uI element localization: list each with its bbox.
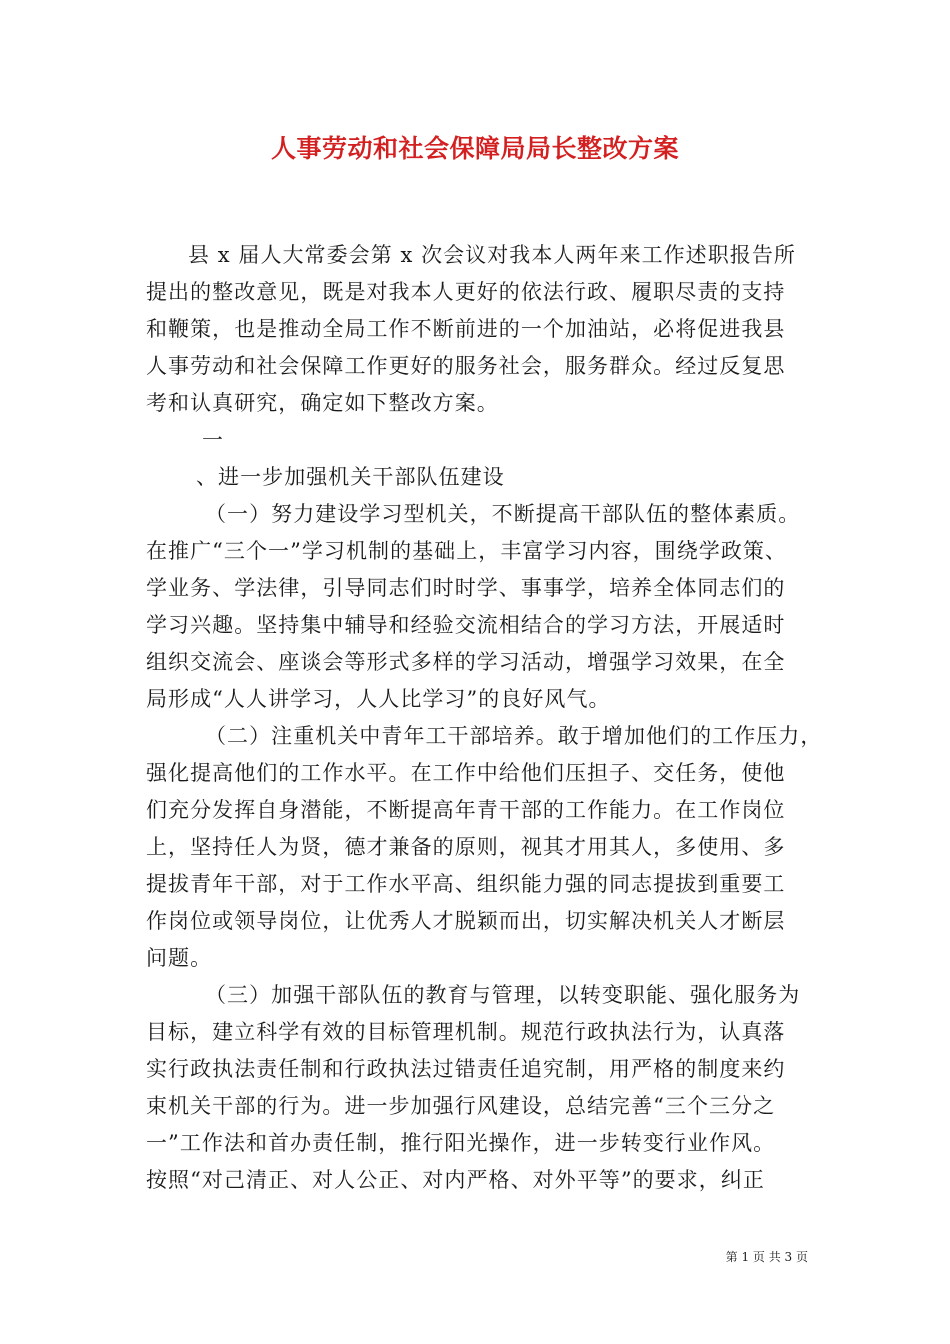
body-line: 在推广“三个一”学习机制的基础上，丰富学习内容，围绕学政策、: [146, 539, 787, 563]
body-line: 人事劳动和社会保障工作更好的服务社会，服务群众。经过反复思: [146, 354, 786, 378]
body-line: 强化提高他们的工作水平。在工作中给他们压担子、交任务，使他: [146, 761, 786, 785]
section-heading: 、进一步加强机关干部队伍建设: [196, 465, 505, 489]
body-line: 按照“对己清正、对人公正、对内严格、对外平等”的要求，纠正: [146, 1168, 765, 1192]
body-line: （二）注重机关中青年工干部培养。敢于增加他们的工作压力，: [205, 724, 823, 748]
body-line: 学习兴趣。坚持集中辅导和经验交流相结合的学习方法，开展适时: [146, 613, 786, 637]
body-line: 们充分发挥自身潜能，不断提高年青干部的工作能力。在工作岗位: [146, 798, 786, 822]
body-line: 作岗位或领导岗位，让优秀人才脱颖而出，切实解决机关人才断层: [146, 909, 786, 933]
body-line: 组织交流会、座谈会等形式多样的学习活动，增强学习效果，在全: [146, 650, 786, 674]
body-line: 目标，建立科学有效的目标管理机制。规范行政执法行为，认真落: [146, 1020, 786, 1044]
page-number-footer: 第 1 页 共 3 页: [725, 1250, 808, 1264]
document-title: 人事劳动和社会保障局局长整改方案: [270, 134, 679, 163]
body-line: 局形成“人人讲学习，人人比学习”的良好风气。: [146, 687, 611, 711]
body-line: 上，坚持任人为贤，德才兼备的原则，视其才用其人，多使用、多: [146, 835, 786, 859]
body-line: 县 x 届人大常委会第 x 次会议对我本人两年来工作述职报告所: [188, 243, 796, 267]
body-line: 和鞭策，也是推动全局工作不断前进的一个加油站，必将促进我县: [146, 317, 786, 341]
body-line: 一”工作法和首办责任制，推行阳光操作，进一步转变行业作风。: [146, 1131, 776, 1155]
body-line: 考和认真研究，确定如下整改方案。: [146, 391, 499, 415]
body-line: 提拔青年干部，对于工作水平高、组织能力强的同志提拔到重要工: [146, 872, 786, 896]
section-number: 一: [202, 428, 225, 452]
body-line: 提出的整改意见，既是对我本人更好的依法行政、履职尽责的支持: [146, 280, 786, 304]
body-line: 问题。: [146, 946, 213, 970]
body-line: （三）加强干部队伍的教育与管理，以转变职能、强化服务为: [205, 983, 801, 1007]
body-line: （一）努力建设学习型机关，不断提高干部队伍的整体素质。: [205, 502, 801, 526]
body-line: 束机关干部的行为。进一步加强行风建设，总结完善“三个三分之: [146, 1094, 776, 1118]
body-line: 学业务、学法律，引导同志们时时学、事事学，培养全体同志们的: [146, 576, 786, 600]
body-line: 实行政执法责任制和行政执法过错责任追究制，用严格的制度来约: [146, 1057, 786, 1081]
